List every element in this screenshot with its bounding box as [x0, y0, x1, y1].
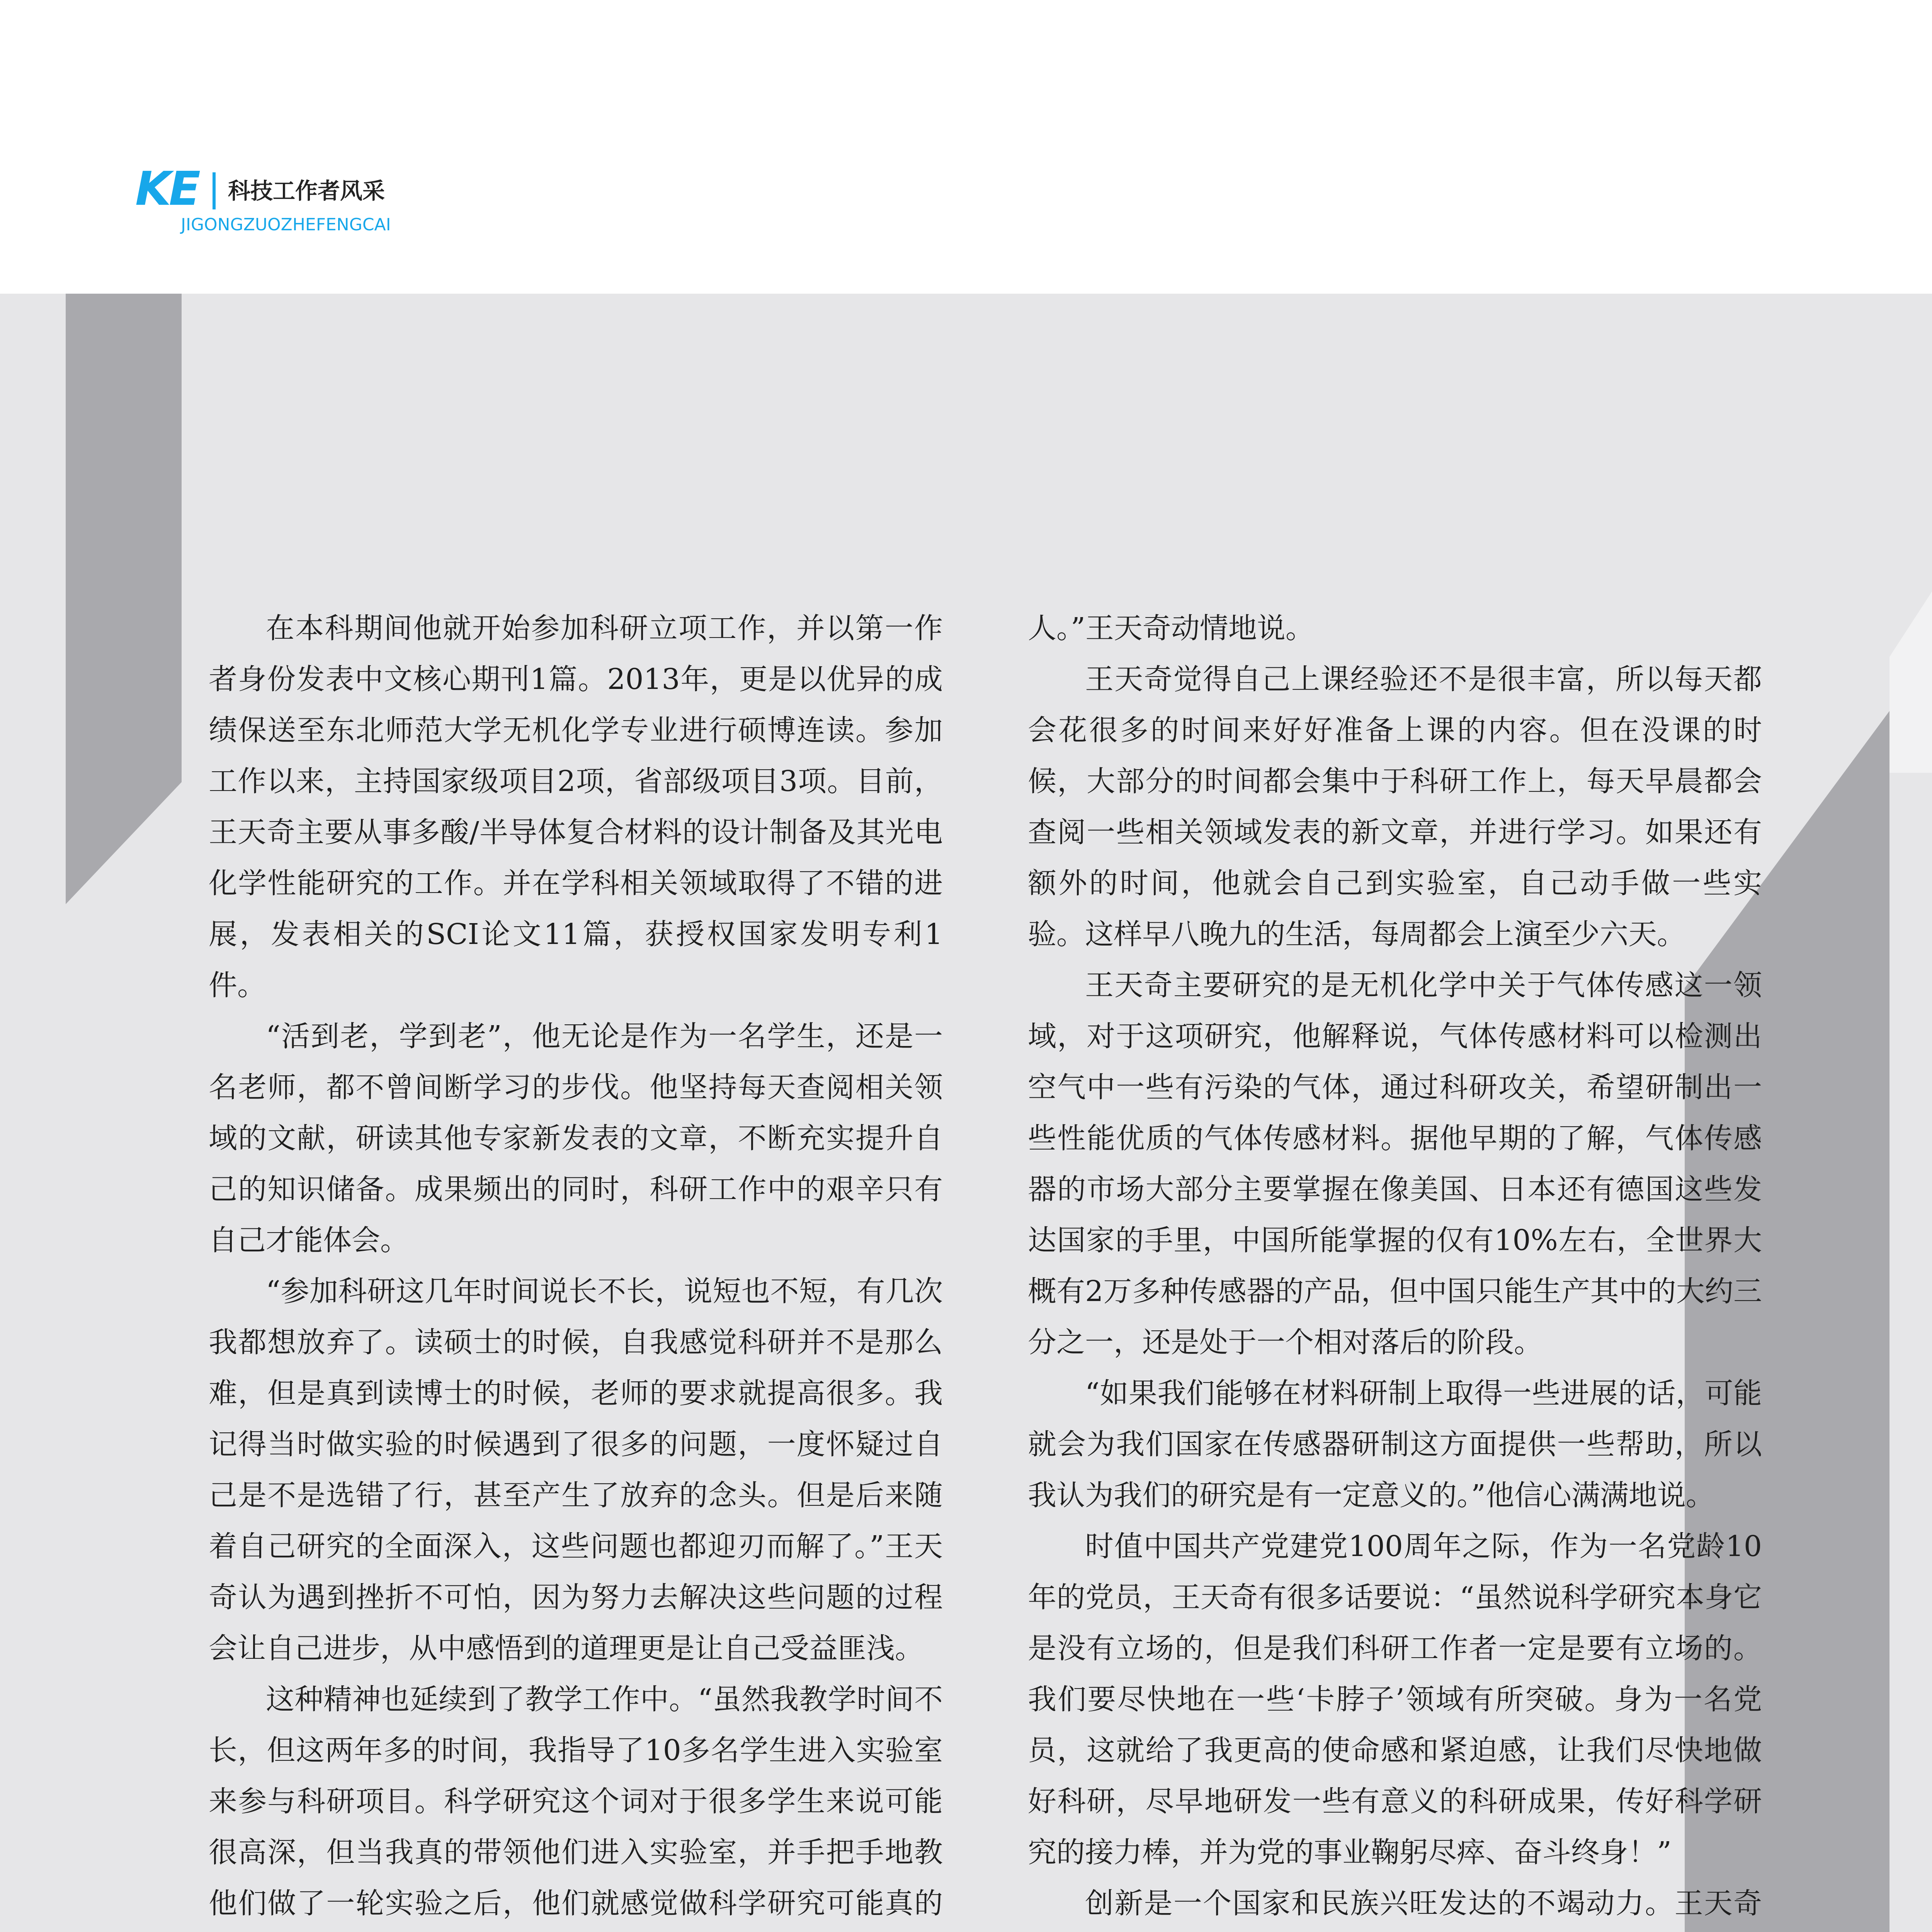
final-paragraph-text: 创新是一个国家和民族兴旺发达的不竭动力。王天奇 — [1085, 1887, 1762, 1920]
paragraph: 时值中国共产党建党100周年之际，作为一名党龄10年的党员，王天奇有很多话要说：“虽然说科学研究本身它是没有立场的，但是我们科研工作者一定是要有立场的。我们要尽快地在一些‘卡脖子’领域有所突破。身为一名党员，这就给了我更高的使命感和紧迫感，让我们尽快地做好科研，尽早地研发一些有意义的科研成果，传好科学研究的接力棒，并为党的事业鞠躬尽瘁、奋斗终身！” — [1028, 1530, 1762, 1869]
article-column-left — [209, 603, 943, 1932]
final-paragraph — [1028, 1878, 1762, 1932]
paragraph: “如果我们能够在材料研制上取得一些进展的话，可能就会为我们国家在传感器研制这方面提供一些帮助，所以我认为我们的研究是有一定意义的。”他信心满满地说。 — [1028, 1377, 1762, 1512]
section-title: 科技工作者风采 — [228, 178, 385, 204]
paragraph-continuation: 人。”王天奇动情地说。 — [1028, 612, 1314, 645]
article-column-right — [1028, 603, 1762, 1932]
paragraph: 在本科期间他就开始参加科研立项工作，并以第一作者身份发表中文核心期刊1篇。2013年，更是以优异的成绩保送至东北师范大学无机化学专业进行硕博连读。参加工作以来，主持国家级项目2项，省部级项目3项。目前，王天奇主要从事多酸/半导体复合材料的设计制备及其光电化学性能研究的工作。并在学科相关领域取得了不错的进展，发表相关的SCI论文11篇，获授权国家发明专利1件。 — [209, 612, 943, 1002]
section-logo: KE — [135, 162, 198, 216]
header-divider — [213, 172, 216, 209]
paragraph: “活到老，学到老”，他无论是作为一名学生，还是一名老师，都不曾间断学习的步伐。他坚持每天查阅相关领域的文献，研读其他专家新发表的文章，不断充实提升自己的知识储备。成果频出的同时，科研工作中的艰辛只有自己才能体会。 — [209, 1020, 943, 1257]
paragraph: “参加科研这几年时间说长不长，说短也不短，有几次我都想放弃了。读硕士的时候，自我感觉科研并不是那么难，但是真到读博士的时候，老师的要求就提高很多。我记得当时做实验的时候遇到了很多的问题，一度怀疑过自己是不是选错了行，甚至产生了放弃的念头。但是后来随着自己研究的全面深入，这些问题也都迎刃而解了。”王天奇认为遇到挫折不可怕，因为努力去解决这些问题的过程会让自己进步，从中感悟到的道理更是让自己受益匪浅。 — [209, 1275, 943, 1665]
paragraph: 王天奇觉得自己上课经验还不是很丰富，所以每天都会花很多的时间来好好准备上课的内容。但在没课的时候，大部分的时间都会集中于科研工作上，每天早晨都会查阅一些相关领域发表的新文章，并进行学习。如果还有额外的时间，他就会自己到实验室，自己动手做一些实验。这样早八晚九的生活，每周都会上演至少六天。 — [1028, 663, 1762, 951]
section-pinyin: JIGONGZUOZHEFENGCAI — [181, 215, 391, 235]
paragraph: 王天奇主要研究的是无机化学中关于气体传感这一领域，对于这项研究，他解释说，气体传感材料可以检测出空气中一些有污染的气体，通过科研攻关，希望研制出一些性能优质的气体传感材料。据他早期的了解，气体传感器的市场大部分主要掌握在像美国、日本还有德国这些发达国家的手里，中国所能掌握的仅有10%左右，全世界大概有2万多种传感器的产品，但中国只能生产其中的大约三分之一，还是处于一个相对落后的阶段。 — [1028, 969, 1762, 1359]
paragraph: 这种精神也延续到了教学工作中。“虽然我教学时间不长，但这两年多的时间，我指导了10多名学生进入实验室来参与科研项目。科学研究这个词对于很多学生来说可能很高深，但当我真的带领他们进入实验室，并手把手地教他们做了一轮实验之后，他们就感觉做科学研究可能真的 — [209, 1683, 943, 1920]
